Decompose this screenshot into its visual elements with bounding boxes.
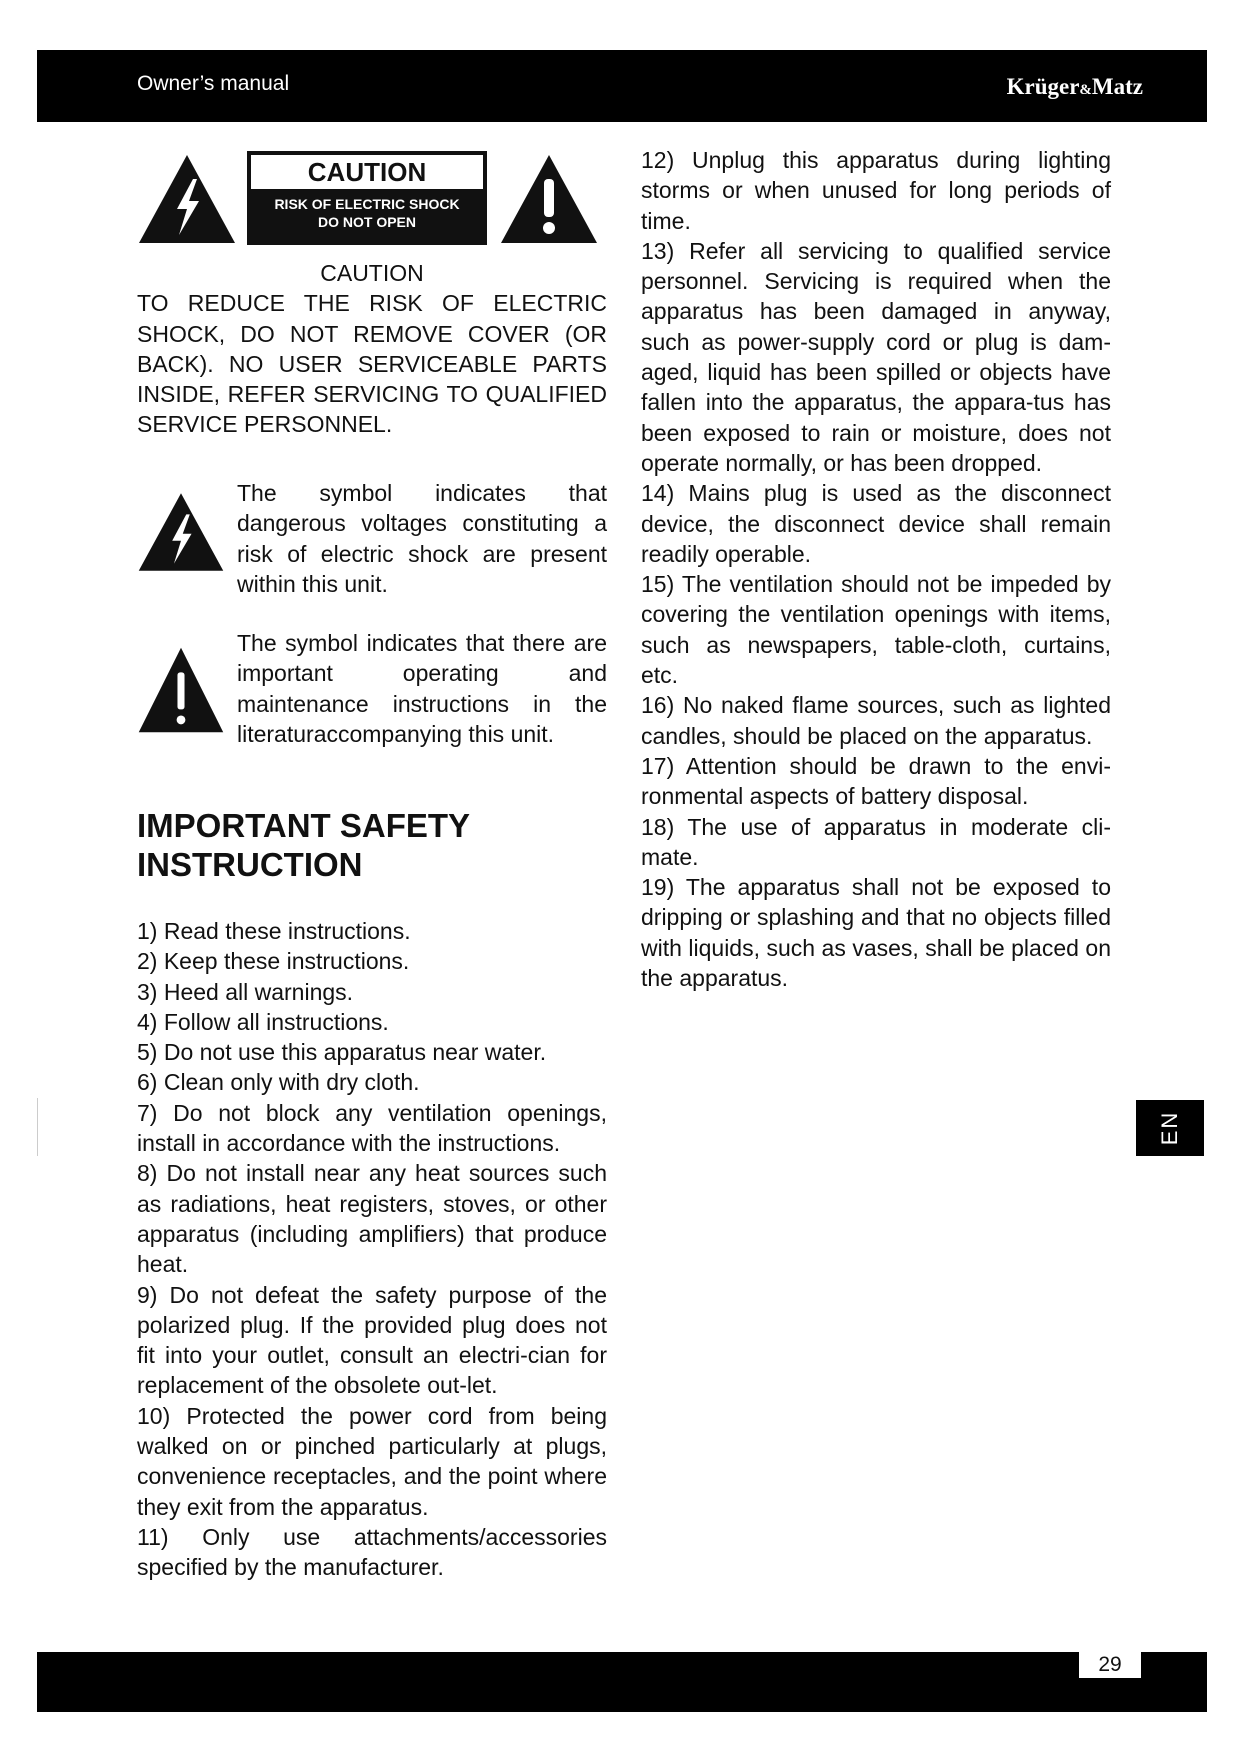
caution-heading: CAUTION — [320, 260, 424, 286]
exclamation-warning-icon — [499, 153, 599, 245]
list-item: 11) Only use attachments/accessories specified by the manufacturer. — [137, 1523, 607, 1581]
symbol-explanation-exclamation — [137, 628, 607, 748]
manual-title: Owner’s manual — [137, 72, 290, 95]
page-footer — [37, 1652, 1207, 1712]
list-item: 6) Clean only with dry cloth. — [137, 1069, 420, 1096]
instructions-right — [641, 145, 1111, 993]
section-title: IMPORTANT SAFETY INSTRUCTION — [137, 807, 470, 883]
list-item: 3) Heed all warnings. — [137, 978, 354, 1005]
symbol-text: The symbol indicates that dangerous voltages constituting a risk of electric shock are present within this unit. — [237, 480, 607, 597]
brand-logo: Krüger&Matz — [1006, 74, 1143, 99]
list-item: 17) Attention should be drawn to the envi-ronmental aspects of battery disposal. — [641, 752, 1111, 810]
list-item: 18) The use of apparatus in moderate cli-mate. — [641, 813, 1111, 870]
caution-banner — [137, 151, 599, 247]
list-item: 1) Read these instructions. — [137, 918, 411, 944]
lightning-warning-icon — [137, 153, 237, 245]
caution-section — [137, 258, 607, 440]
page-header — [37, 50, 1207, 122]
lightning-warning-icon — [137, 490, 225, 574]
symbol-text: The symbol indicates that there are important operating and maintenance instructions in the literaturaccompanying this unit. — [237, 630, 607, 747]
page-edge-mark — [37, 1098, 38, 1156]
list-item: 14) Mains plug is used as the disconnect device, the disconnect device shall remain readily operable. — [641, 480, 1111, 567]
symbol-explanation-lightning — [137, 478, 607, 597]
list-item: 9) Do not defeat the safety purpose of the polarized plug. If the provided plug does not fit into your outlet, consult an electri-cian for replacement of the obsolete out-let. — [137, 1281, 607, 1399]
instructions-left — [137, 916, 607, 1583]
language-label: EN — [1157, 1110, 1182, 1146]
list-item: 10) Protected the power cord from being walked on or pinched particularly at plugs, convenience receptacles, and the point where they exit from the apparatus. — [137, 1402, 607, 1520]
list-item: 12) Unplug this apparatus during lighting storms or when unused for long periods of time. — [641, 147, 1111, 234]
exclamation-warning-icon — [137, 642, 225, 738]
list-item: 7) Do not block any ventilation openings, install in accordance with the instructions. — [137, 1099, 607, 1157]
list-item: 4) Follow all instructions. — [137, 1008, 389, 1035]
page-number: 29 — [1079, 1652, 1141, 1678]
caution-label — [247, 151, 487, 245]
caution-label-subtitle: RISK OF ELECTRIC SHOCK DO NOT OPEN — [274, 196, 460, 230]
list-item: 19) The apparatus shall not be exposed to dripping or splashing and that no objects filled with liquids, such as vases, shall be placed on the apparatus. — [641, 874, 1111, 992]
list-item: 15) The ventilation should not be impeded by covering the ventilation openings with items, such as newspapers, table-cloth, curtains, etc. — [641, 571, 1111, 689]
caution-label-title: CAUTION — [251, 155, 483, 189]
list-item: 5) Do not use this apparatus near water. — [137, 1039, 547, 1066]
list-item: 8) Do not install near any heat sources such as radiations, heat registers, stoves, or other apparatus (including amplifiers) that produce heat. — [137, 1160, 607, 1278]
list-item: 2) Keep these instructions. — [137, 948, 410, 975]
language-tab — [1136, 1100, 1204, 1156]
list-item: 16) No naked flame sources, such as lighted candles, should be placed on the apparatus. — [641, 692, 1111, 749]
caution-body: TO REDUCE THE RISK OF ELECTRIC SHOCK, DO NOT REMOVE COVER (OR BACK). NO USER SERVICEABLE PARTS INSIDE, REFER SERVICING TO QUALIFIED SERVICE PERSONNEL. — [137, 290, 607, 438]
list-item: 13) Refer all servicing to qualified service personnel. Servicing is required when the apparatus has been damaged in anyway, such as power-supply cord or plug is dam-aged, liquid has been spilled or objects have fallen into the apparatus, the appara-tus has been exposed to rain or moisture, does not operate normally, or has been dropped. — [641, 237, 1111, 476]
